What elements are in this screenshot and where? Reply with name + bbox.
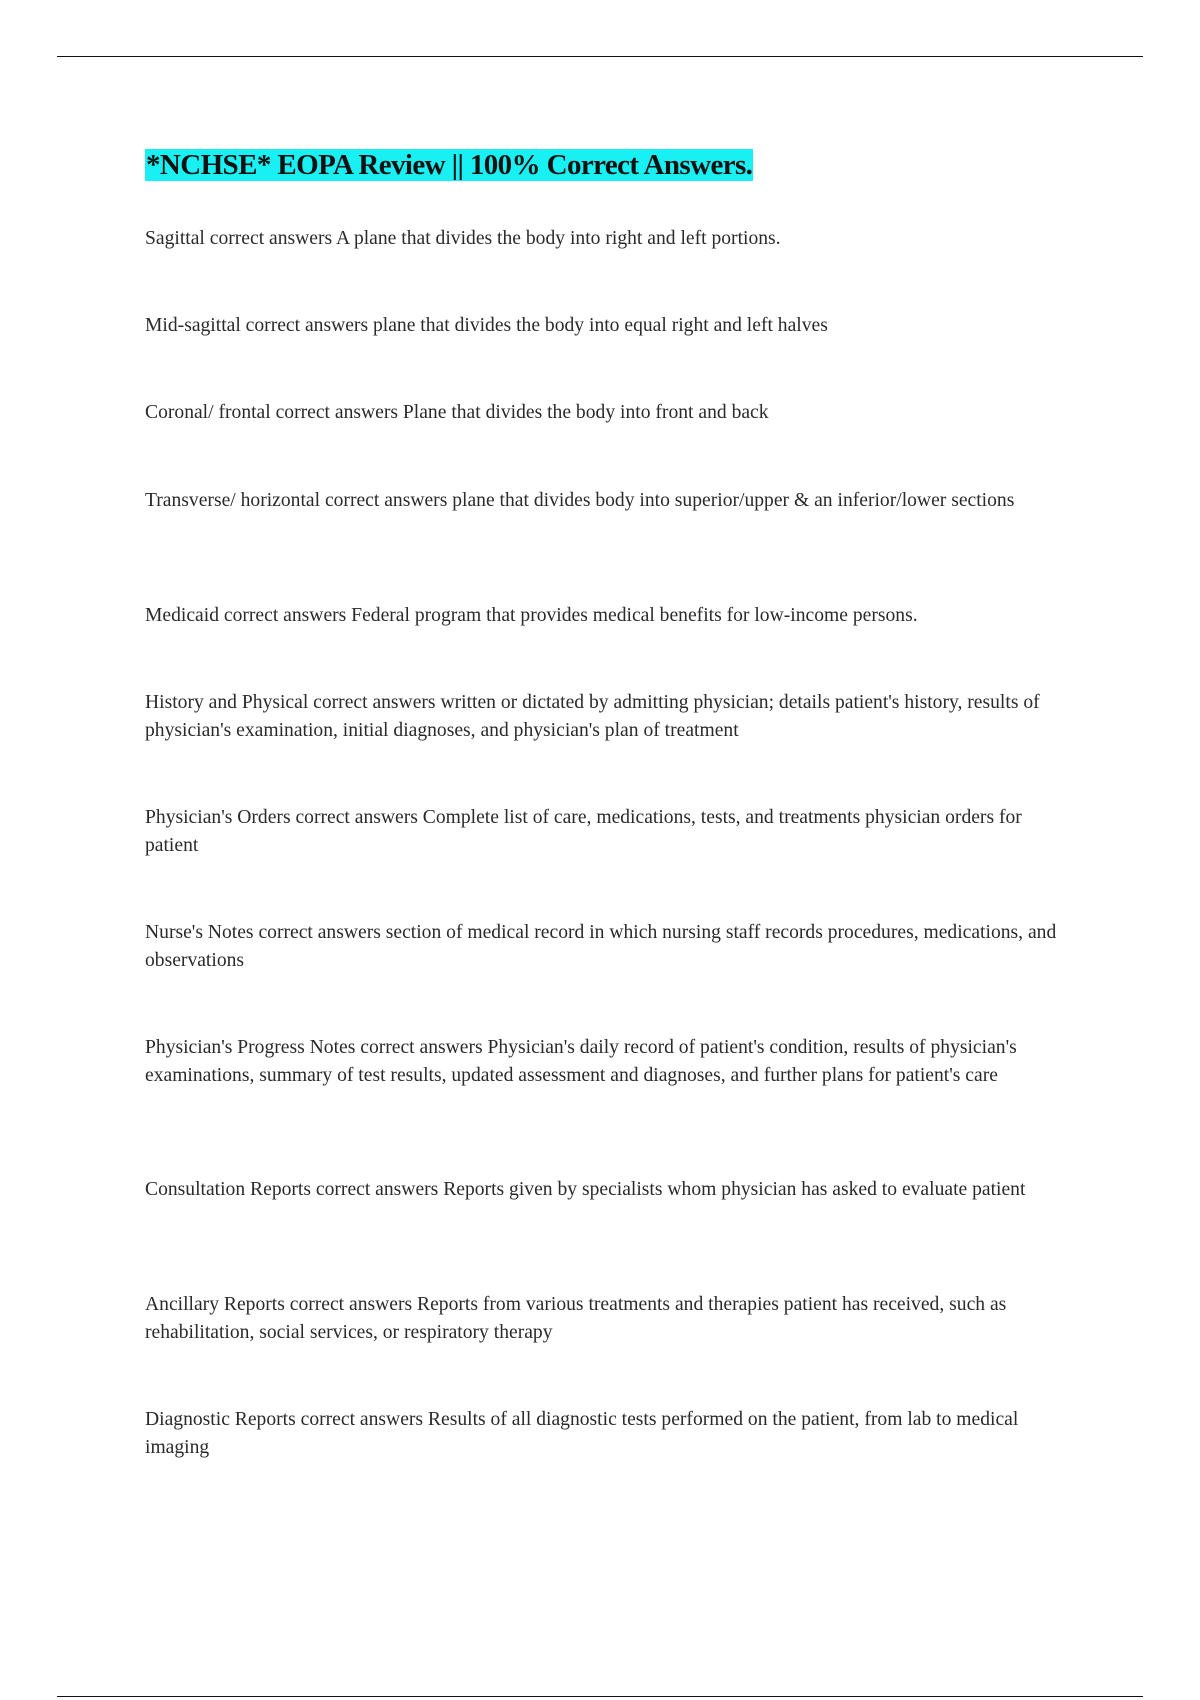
entry-physicians-progress-notes: Physician's Progress Notes correct answers Physician's daily record of patient's condition, results of physician's examinations, summary of test results, updated assessment and diagnoses, and further plans for patient's care [145, 1037, 1017, 1086]
entry-consultation-reports: Consultation Reports correct answers Reports given by specialists whom physician has asked to evaluate patient [145, 1179, 1026, 1200]
header-rule [57, 56, 1143, 57]
document-body [145, 145, 1065, 1458]
entry-physicians-orders: Physician's Orders correct answers Complete list of care, medications, tests, and treatments physician orders for patient [145, 807, 1022, 856]
entry-coronal-frontal: Coronal/ frontal correct answers Plane that divides the body into front and back [145, 402, 769, 423]
title-highlight: *NCHSE* EOPA Review || 100% Correct Answers. [146, 149, 753, 181]
entry-diagnostic-reports: Diagnostic Reports correct answers Results of all diagnostic tests performed on the patient, from lab to medical imaging [145, 1409, 1019, 1458]
entry-mid-sagittal: Mid-sagittal correct answers plane that divides the body into equal right and left halves [145, 315, 828, 336]
footer-rule [57, 1696, 1143, 1697]
entry-history-and-physical: History and Physical correct answers written or dictated by admitting physician; details patient's history, results of physician's examination, initial diagnoses, and physician's plan of treatment [145, 692, 1040, 741]
entry-nurses-notes: Nurse's Notes correct answers section of medical record in which nursing staff records procedures, medications, and observations [145, 922, 1057, 971]
entry-sagittal: Sagittal correct answers A plane that divides the body into right and left portions. [145, 228, 781, 249]
entry-transverse-horizontal: Transverse/ horizontal correct answers plane that divides body into superior/upper & an inferior/lower sections [145, 490, 1015, 511]
document-title [145, 145, 1065, 185]
entry-medicaid: Medicaid correct answers Federal program that provides medical benefits for low-income persons. [145, 605, 918, 626]
entry-ancillary-reports: Ancillary Reports correct answers Reports from various treatments and therapies patient has received, such as rehabilitation, social services, or respiratory therapy [145, 1294, 1007, 1343]
